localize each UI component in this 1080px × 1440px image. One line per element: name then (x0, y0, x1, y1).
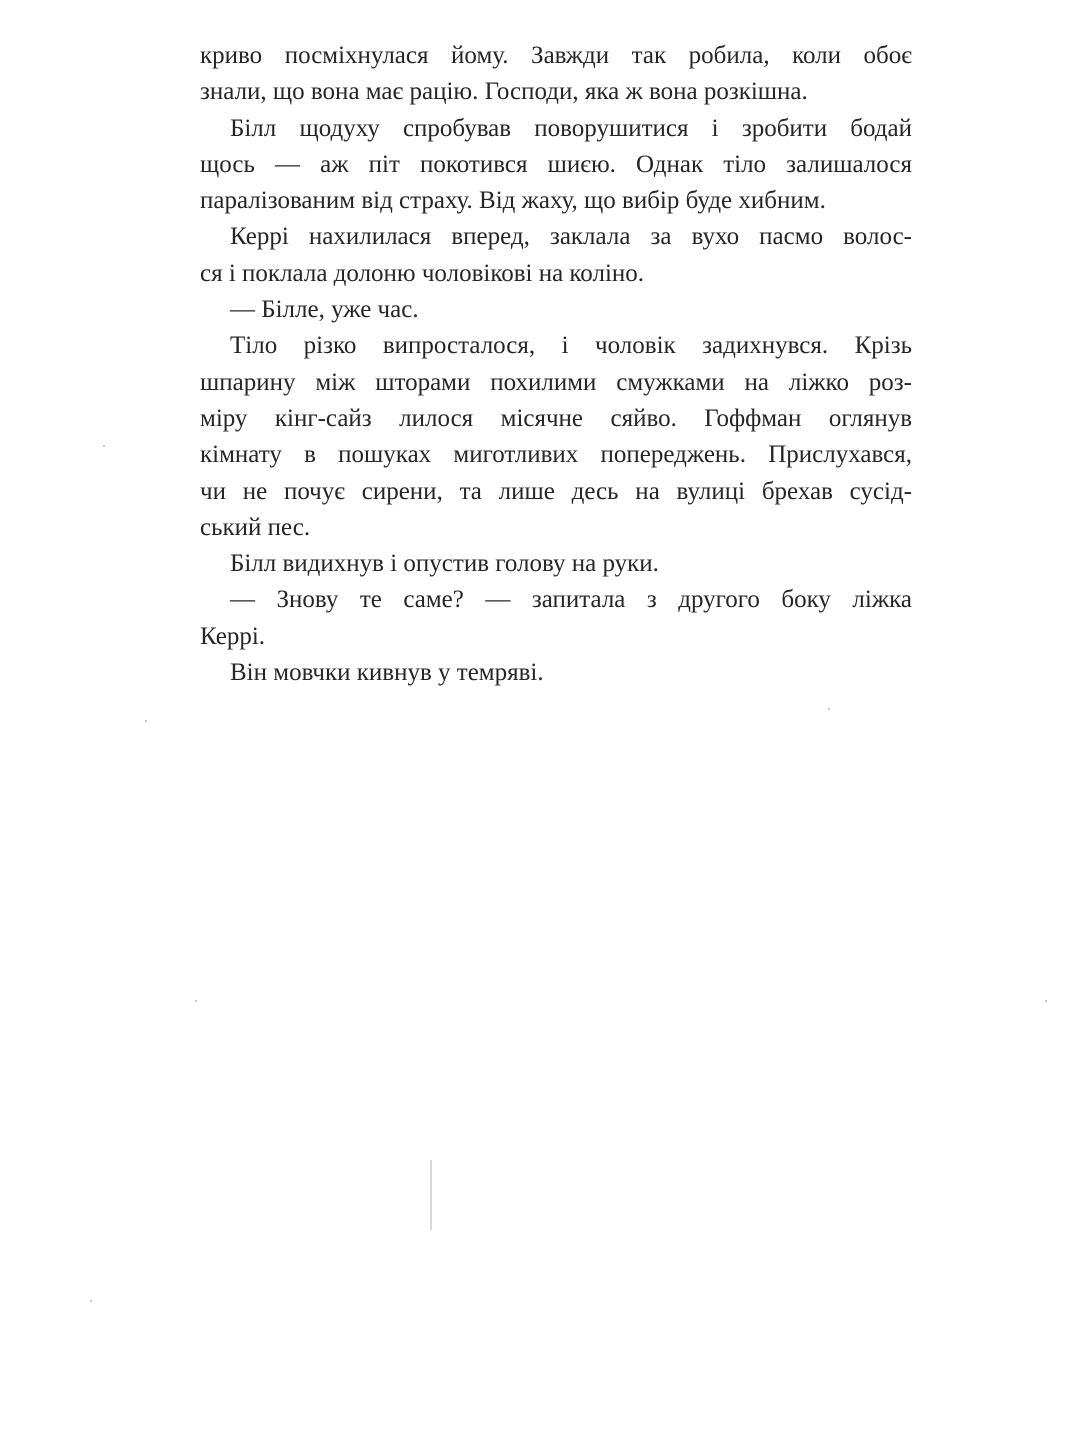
text-line: знали, що вона має рацію. Господи, яка ж вона розкішна. (200, 78, 808, 106)
text-line: Він мовчки кивнув у темряві. (230, 659, 544, 687)
text-line: Тіло різко випросталося, і чоловік задихнувся. Крізь (230, 332, 912, 360)
scan-speck (145, 720, 147, 722)
text-line: — Знову те саме? — запитала з другого боку ліжка (230, 586, 912, 614)
scan-speck (1045, 1000, 1047, 1002)
scan-speck (828, 708, 830, 710)
text-line: ський пес. (200, 513, 311, 541)
text-line: криво посміхнулася йому. Завжди так робила, коли обоє (200, 42, 912, 69)
scan-speck (103, 445, 105, 447)
scan-speck (195, 1000, 197, 1002)
scan-speck (90, 1300, 92, 1302)
text-line: щось — аж піт покотився шиєю. Однак тіло залишалося (200, 150, 912, 178)
text-line: — Білле, уже час. (230, 296, 419, 324)
text-line: Керрі нахилилася вперед, заклала за вухо пасмо волос- (230, 223, 912, 251)
text-line: шпарину між шторами похилими смужками на ліжко роз- (200, 368, 912, 396)
scan-crease (430, 1160, 432, 1230)
text-line: кімнату в пошуках миготливих попереджень. Прислухався, (200, 441, 912, 469)
text-line: Білл щодуху спробував поворушитися і зробити бодай (230, 114, 912, 142)
text-line: міру кінг-сайз лилося місячне сяйво. Гоффман оглянув (200, 404, 912, 432)
text-line: Керрі. (200, 622, 266, 650)
text-line: Білл видихнув і опустив голову на руки. (230, 550, 659, 578)
text-line: паралізованим від страху. Від жаху, що вибір буде хибним. (200, 187, 826, 215)
text-line: чи не почує сирени, та лише десь на вулиці брехав сусід- (200, 477, 912, 505)
text-line: ся і поклала долоню чоловікові на коліно. (200, 259, 645, 287)
page-text (200, 38, 912, 691)
